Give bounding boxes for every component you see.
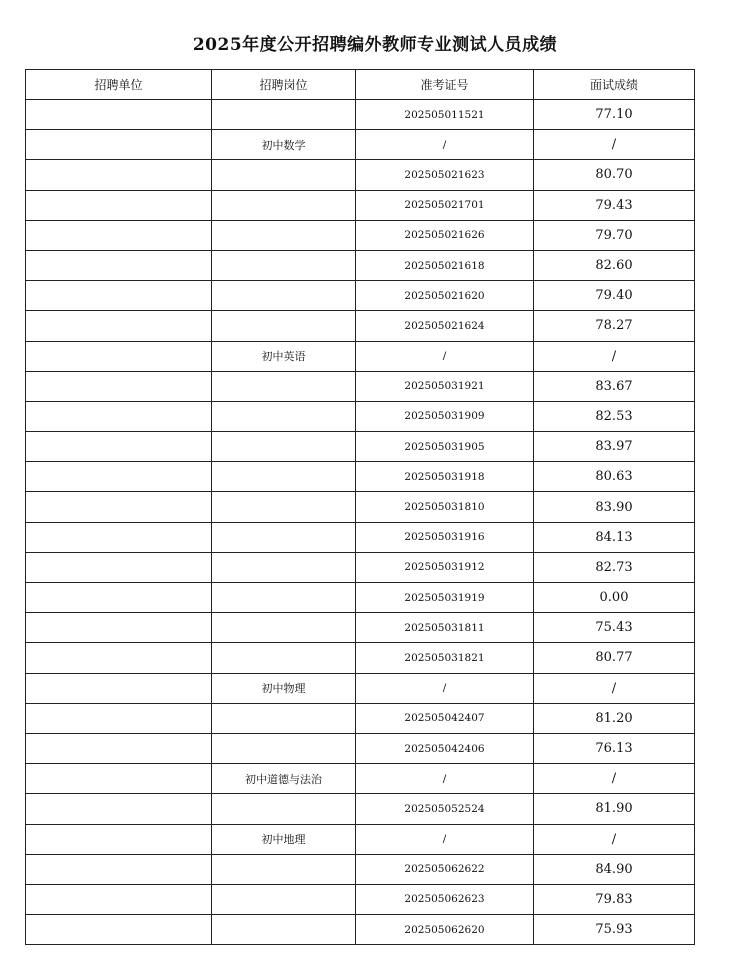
table-row — [26, 371, 695, 401]
table-row — [26, 100, 695, 130]
unit-cell — [26, 311, 212, 341]
unit-cell — [26, 190, 212, 220]
post-cell — [212, 492, 356, 522]
table-row — [26, 703, 695, 733]
table-row — [26, 250, 695, 280]
table-row — [26, 673, 695, 703]
unit-cell — [26, 583, 212, 613]
header-row — [26, 70, 695, 100]
post-cell: 初中数学 — [212, 130, 356, 160]
post-cell — [212, 281, 356, 311]
score-cell: 83.97 — [534, 432, 695, 462]
unit-cell — [26, 764, 212, 794]
post-cell — [212, 915, 356, 945]
score-cell: 75.93 — [534, 915, 695, 945]
score-cell: 82.53 — [534, 401, 695, 431]
ticket-number-cell: 202505021701 — [356, 190, 534, 220]
table-row — [26, 522, 695, 552]
ticket-number-cell: 202505021626 — [356, 220, 534, 250]
ticket-number-cell: 202505042406 — [356, 733, 534, 763]
unit-cell — [26, 854, 212, 884]
post-cell — [212, 100, 356, 130]
unit-cell — [26, 341, 212, 371]
table-row — [26, 190, 695, 220]
ticket-number-cell: / — [356, 673, 534, 703]
post-cell — [212, 794, 356, 824]
unit-cell — [26, 462, 212, 492]
post-cell — [212, 371, 356, 401]
unit-cell — [26, 884, 212, 914]
table-row — [26, 311, 695, 341]
score-cell: 79.43 — [534, 190, 695, 220]
post-cell — [212, 220, 356, 250]
ticket-number-cell: 202505062620 — [356, 915, 534, 945]
table-row — [26, 130, 695, 160]
ticket-number-cell: 202505021623 — [356, 160, 534, 190]
score-cell: / — [534, 130, 695, 160]
score-cell: 75.43 — [534, 613, 695, 643]
post-cell — [212, 190, 356, 220]
table-row — [26, 764, 695, 794]
unit-cell — [26, 915, 212, 945]
score-cell: 84.90 — [534, 854, 695, 884]
post-cell — [212, 854, 356, 884]
post-cell — [212, 643, 356, 673]
post-cell: 初中英语 — [212, 341, 356, 371]
score-cell: 81.20 — [534, 703, 695, 733]
post-cell — [212, 522, 356, 552]
post-cell — [212, 552, 356, 582]
post-cell — [212, 703, 356, 733]
unit-cell — [26, 613, 212, 643]
score-cell: 79.83 — [534, 884, 695, 914]
post-cell: 初中地理 — [212, 824, 356, 854]
score-cell: 84.13 — [534, 522, 695, 552]
score-cell: 79.70 — [534, 220, 695, 250]
header-unit: 招聘单位 — [26, 70, 212, 100]
ticket-number-cell: 202505031918 — [356, 462, 534, 492]
ticket-number-cell: 202505031810 — [356, 492, 534, 522]
score-cell: 81.90 — [534, 794, 695, 824]
score-cell: 76.13 — [534, 733, 695, 763]
ticket-number-cell: 202505021620 — [356, 281, 534, 311]
unit-cell — [26, 492, 212, 522]
table-row — [26, 401, 695, 431]
score-cell: 83.90 — [534, 492, 695, 522]
unit-cell — [26, 100, 212, 130]
table-row — [26, 794, 695, 824]
table-row — [26, 220, 695, 250]
unit-cell — [26, 703, 212, 733]
scores-table — [25, 69, 695, 945]
table-row — [26, 824, 695, 854]
ticket-number-cell: 202505021624 — [356, 311, 534, 341]
page-title: 2025年度公开招聘编外教师专业测试人员成绩 — [192, 35, 558, 55]
ticket-number-cell: 202505031921 — [356, 371, 534, 401]
ticket-number-cell: 202505062622 — [356, 854, 534, 884]
unit-cell — [26, 643, 212, 673]
table-header — [26, 70, 695, 100]
score-cell: 80.70 — [534, 160, 695, 190]
unit-cell — [26, 673, 212, 703]
post-cell — [212, 432, 356, 462]
table-row — [26, 281, 695, 311]
table-row — [26, 854, 695, 884]
post-cell — [212, 311, 356, 341]
score-cell: 80.63 — [534, 462, 695, 492]
score-cell: 80.77 — [534, 643, 695, 673]
table-row — [26, 462, 695, 492]
ticket-number-cell: 202505031909 — [356, 401, 534, 431]
score-cell: 82.60 — [534, 250, 695, 280]
table-row — [26, 643, 695, 673]
table-row — [26, 733, 695, 763]
table-row — [26, 915, 695, 945]
ticket-number-cell: / — [356, 341, 534, 371]
ticket-number-cell: / — [356, 824, 534, 854]
score-cell: 82.73 — [534, 552, 695, 582]
ticket-number-cell: 202505031905 — [356, 432, 534, 462]
score-cell: / — [534, 824, 695, 854]
ticket-number-cell: 202505042407 — [356, 703, 534, 733]
unit-cell — [26, 522, 212, 552]
table-row — [26, 160, 695, 190]
ticket-number-cell: 202505031811 — [356, 613, 534, 643]
table-row — [26, 552, 695, 582]
ticket-number-cell: 202505031821 — [356, 643, 534, 673]
post-cell — [212, 401, 356, 431]
score-cell: 0.00 — [534, 583, 695, 613]
post-cell — [212, 583, 356, 613]
unit-cell — [26, 130, 212, 160]
post-cell — [212, 462, 356, 492]
table-row — [26, 432, 695, 462]
score-cell: 78.27 — [534, 311, 695, 341]
ticket-number-cell: 202505031912 — [356, 552, 534, 582]
unit-cell — [26, 220, 212, 250]
post-cell: 初中道德与法治 — [212, 764, 356, 794]
table-body — [26, 100, 695, 945]
score-cell: / — [534, 673, 695, 703]
post-cell — [212, 613, 356, 643]
unit-cell — [26, 733, 212, 763]
ticket-number-cell: 202505062623 — [356, 884, 534, 914]
header-ticket: 准考证号 — [356, 70, 534, 100]
unit-cell — [26, 281, 212, 311]
ticket-number-cell: 202505011521 — [356, 100, 534, 130]
unit-cell — [26, 160, 212, 190]
table-row — [26, 613, 695, 643]
post-cell: 初中物理 — [212, 673, 356, 703]
unit-cell — [26, 824, 212, 854]
post-cell — [212, 160, 356, 190]
table-row — [26, 583, 695, 613]
table-row — [26, 884, 695, 914]
ticket-number-cell: 202505052524 — [356, 794, 534, 824]
unit-cell — [26, 794, 212, 824]
unit-cell — [26, 552, 212, 582]
ticket-number-cell: 202505021618 — [356, 250, 534, 280]
table-row — [26, 492, 695, 522]
unit-cell — [26, 371, 212, 401]
ticket-number-cell: / — [356, 764, 534, 794]
score-cell: 79.40 — [534, 281, 695, 311]
post-cell — [212, 733, 356, 763]
post-cell — [212, 250, 356, 280]
unit-cell — [26, 432, 212, 462]
header-score: 面试成绩 — [534, 70, 695, 100]
ticket-number-cell: 202505031916 — [356, 522, 534, 552]
ticket-number-cell: 202505031919 — [356, 583, 534, 613]
score-cell: 77.10 — [534, 100, 695, 130]
unit-cell — [26, 401, 212, 431]
score-cell: 83.67 — [534, 371, 695, 401]
unit-cell — [26, 250, 212, 280]
header-post: 招聘岗位 — [212, 70, 356, 100]
score-cell: / — [534, 341, 695, 371]
post-cell — [212, 884, 356, 914]
score-cell: / — [534, 764, 695, 794]
ticket-number-cell: / — [356, 130, 534, 160]
table-row — [26, 341, 695, 371]
